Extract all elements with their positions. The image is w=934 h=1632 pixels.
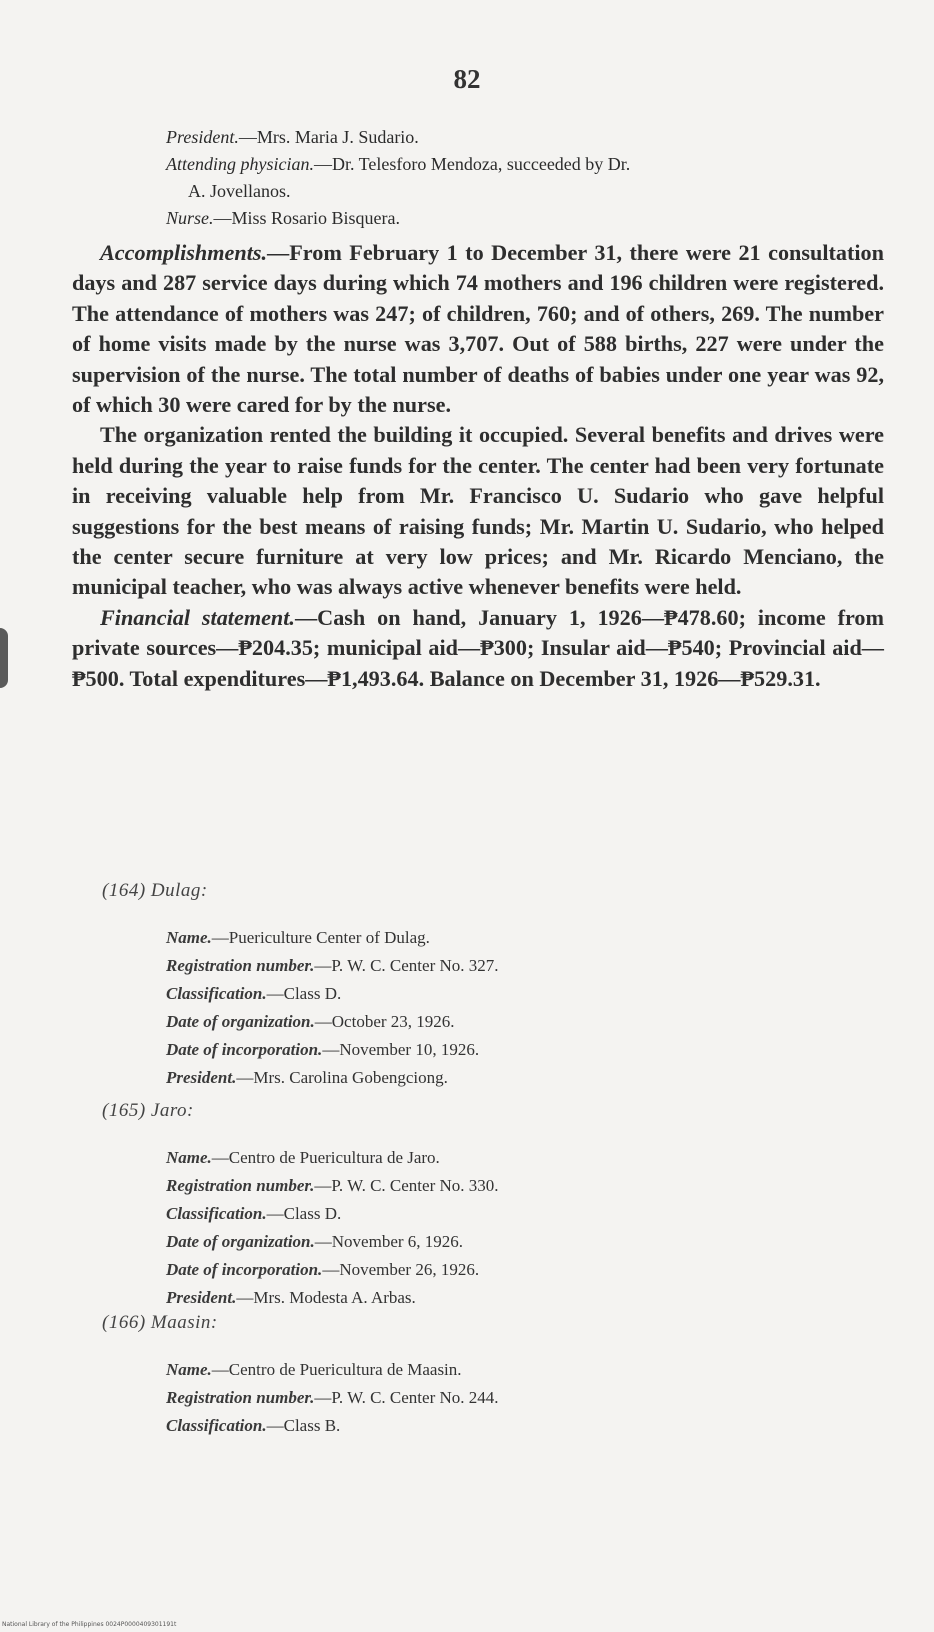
classification-line (166, 980, 866, 1008)
financial-text: —Cash on hand, January 1, 1926—₱478.60; income from private sources—₱204.35; municipal aid—₱300; Insular aid—₱540; Provincial aid—₱500. Total expenditures—₱1,493.64. Balance on December 31, 1926—₱529.31. (72, 604, 884, 691)
registration-value: —P. W. C. Center No. 244. (314, 1388, 499, 1407)
organization-paragraph: The organization rented the building it occupied. Several benefits and drives were held during the year to raise funds for the center. The center had been very fortunate in receiving valuable help from Mr. Francisco U. Sudario who gave helpful suggestions for the best means of raising funds; Mr. Martin U. Sudario, who helped the center secure furniture at very low prices; and Mr. Ricardo Menciano, the municipal teacher, who was always active whenever benefits were held. (72, 422, 884, 600)
organization-date-label: Date of organization. (166, 1012, 315, 1031)
classification-line (166, 1200, 866, 1228)
name-label: Name. (166, 1148, 212, 1167)
president-line (166, 1284, 866, 1312)
page-number: 82 (453, 64, 481, 94)
president-value: —Mrs. Maria J. Sudario. (238, 127, 419, 147)
financial-label: Financial statement. (100, 604, 295, 630)
physician-line (166, 151, 886, 178)
nurse-line (166, 205, 886, 232)
classification-line (166, 1412, 866, 1440)
name-label: Name. (166, 928, 212, 947)
section-details-dulag (166, 924, 866, 1092)
organization-date-line (166, 1008, 866, 1036)
registration-value: —P. W. C. Center No. 327. (314, 956, 499, 975)
section-details-jaro (166, 1144, 866, 1312)
name-value: —Centro de Puericultura de Jaro. (211, 1148, 440, 1167)
president-line (166, 124, 886, 151)
president-value: —Mrs. Modesta A. Arbas. (236, 1288, 416, 1307)
name-label: Name. (166, 1360, 212, 1379)
president-value: —Mrs. Carolina Gobengciong. (236, 1068, 448, 1087)
accomplishments-paragraph (72, 238, 884, 420)
section-heading-jaro: (165) Jaro: (102, 1100, 194, 1121)
incorporation-date-label: Date of incorporation. (166, 1260, 323, 1279)
classification-label: Classification. (166, 984, 267, 1003)
registration-line (166, 952, 866, 980)
registration-label: Registration number. (166, 1388, 315, 1407)
incorporation-date-line (166, 1036, 866, 1064)
name-value: —Centro de Puericultura de Maasin. (211, 1360, 462, 1379)
incorporation-date-value: —November 26, 1926. (322, 1260, 480, 1279)
officer-list (166, 124, 886, 232)
registration-label: Registration number. (166, 956, 315, 975)
name-value: —Puericulture Center of Dulag. (211, 928, 430, 947)
section-details-maasin (166, 1356, 866, 1440)
accomplishments-label: Accomplishments. (100, 240, 268, 265)
name-line (166, 924, 866, 952)
registration-line (166, 1172, 866, 1200)
classification-value: —Class D. (266, 1204, 342, 1223)
classification-value: —Class B. (266, 1416, 341, 1435)
accomplishments-text: —From February 1 to December 31, there were 21 consultation days and 287 service days during which 74 mothers and 196 children were registered. The attendance of mothers was 247; of children, 760; and of others, 269. The number of home visits made by the nurse was 3,707. Out of 588 births, 227 were under the supervision of the nurse. The total number of deaths of babies under one year was 92, of which 30 were cared for by the nurse. (72, 240, 884, 418)
president-line (166, 1064, 866, 1092)
name-line (166, 1144, 866, 1172)
organization-date-label: Date of organization. (166, 1232, 315, 1251)
classification-label: Classification. (166, 1416, 267, 1435)
physician-continuation: A. Jovellanos. (188, 181, 291, 201)
organization-date-line (166, 1228, 866, 1256)
binding-mark (0, 628, 8, 688)
financial-paragraph (72, 603, 884, 694)
registration-label: Registration number. (166, 1176, 315, 1195)
organization-date-value: —October 23, 1926. (314, 1012, 455, 1031)
classification-label: Classification. (166, 1204, 267, 1223)
physician-value: —Dr. Telesforo Mendoza, succeeded by Dr. (313, 154, 631, 174)
incorporation-date-line (166, 1256, 866, 1284)
classification-value: —Class D. (266, 984, 342, 1003)
registration-value: —P. W. C. Center No. 330. (314, 1176, 499, 1195)
footer-credit: National Library of the Philippines 0024P0000409301191t (2, 1621, 177, 1628)
section-heading-dulag: (164) Dulag: (102, 880, 208, 901)
section-heading-maasin: (166) Maasin: (102, 1312, 218, 1333)
nurse-value: —Miss Rosario Bisquera. (213, 208, 401, 228)
incorporation-date-value: —November 10, 1926. (322, 1040, 480, 1059)
organization-date-value: —November 6, 1926. (314, 1232, 464, 1251)
nurse-label: Nurse. (166, 208, 214, 228)
president-label: President. (166, 1288, 237, 1307)
president-label: President. (166, 127, 239, 147)
body-text (72, 238, 884, 694)
name-line (166, 1356, 866, 1384)
registration-line (166, 1384, 866, 1412)
physician-label: Attending physician. (166, 154, 314, 174)
incorporation-date-label: Date of incorporation. (166, 1040, 323, 1059)
president-label: President. (166, 1068, 237, 1087)
